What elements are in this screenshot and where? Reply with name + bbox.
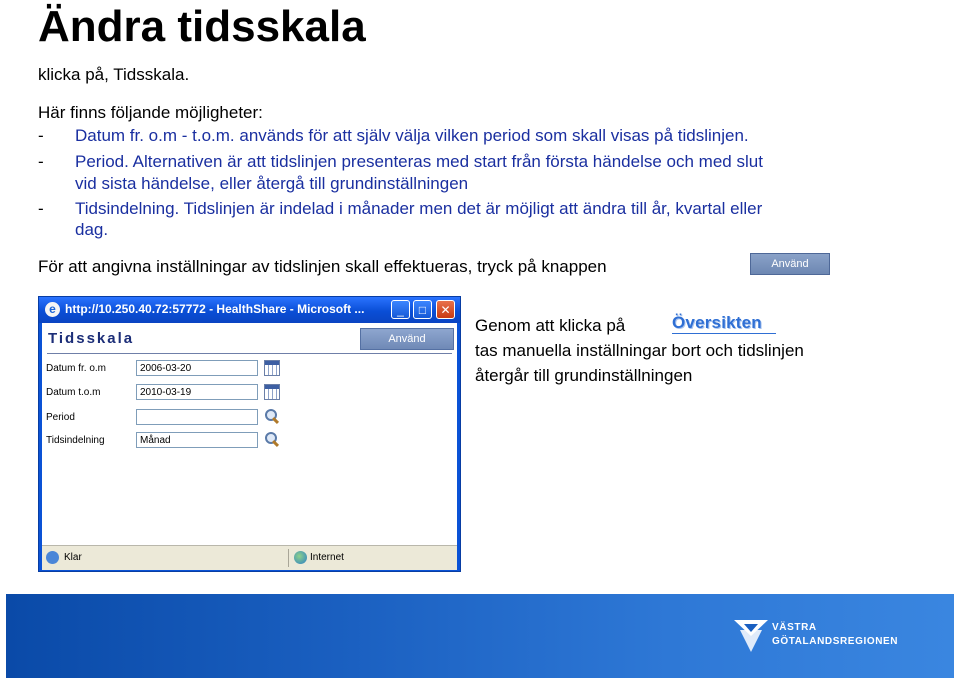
oversikten-underline: [672, 333, 776, 334]
tidsskala-panel-title: Tidsskala: [48, 330, 135, 347]
browser-window-screenshot: [38, 296, 461, 572]
status-text: Klar: [64, 552, 82, 563]
search-icon[interactable]: [265, 432, 279, 446]
window-titlebar: [39, 297, 460, 323]
footer-logo-line1: VÄSTRA: [772, 622, 817, 633]
browser-content: [42, 323, 457, 545]
tidsindelning-label: Tidsindelning: [46, 435, 105, 446]
footer-logo-line2: GÖTALANDSREGIONEN: [772, 636, 899, 647]
datum-from-label: Datum fr. o.m: [46, 363, 107, 374]
datum-to-label: Datum t.o.m: [46, 387, 101, 398]
side-note-line3: återgår till grundinställningen: [475, 366, 693, 385]
search-icon[interactable]: [265, 409, 279, 423]
bullet-dash: -: [38, 199, 44, 218]
bullet-datum-text: Datum fr. o.m - t.o.m. används för att själv välja vilken period som skall visas på tidslinjen.: [75, 126, 749, 145]
bullet-period-text-line1: Period. Alternativen är att tidslinjen presenteras med start från första händelse och med slut: [75, 152, 763, 171]
internet-zone-icon: [294, 551, 307, 564]
status-bar: [42, 545, 457, 570]
calendar-icon[interactable]: [264, 360, 280, 376]
side-note-line2: tas manuella inställningar bort och tidslinjen: [475, 341, 804, 360]
oversikten-link[interactable]: Översikten: [672, 313, 762, 332]
maximize-button[interactable]: □: [413, 300, 432, 319]
window-title: http://10.250.40.72:57772 - HealthShare - Microsoft ...: [65, 302, 365, 316]
page-title: Ändra tidsskala: [38, 2, 366, 51]
divider: [47, 353, 452, 354]
options-heading: Här finns följande möjligheter:: [38, 103, 263, 122]
period-field[interactable]: [136, 409, 258, 425]
anvand-button[interactable]: Använd: [360, 328, 454, 350]
tidsindelning-field[interactable]: Månad: [136, 432, 258, 448]
calendar-icon[interactable]: [264, 384, 280, 400]
internet-explorer-icon: e: [45, 302, 60, 317]
vgr-logo-icon: [734, 620, 768, 652]
side-note-line1: Genom att klicka på: [475, 316, 626, 335]
status-separator: [288, 549, 289, 567]
apply-instruction: För att angivna inställningar av tidslinjen skall effektueras, tryck på knappen: [38, 257, 607, 276]
period-label: Period: [46, 412, 75, 423]
bullet-tidsindelning-text-line1: Tidsindelning. Tidslinjen är indelad i månader men det är möjligt att ändra till år, kvartal eller: [75, 199, 763, 218]
page-icon: [46, 551, 59, 564]
bullet-dash: -: [38, 152, 44, 171]
bullet-tidsindelning-text-line2: dag.: [75, 220, 109, 239]
zone-text: Internet: [310, 552, 344, 563]
datum-to-field[interactable]: 2010-03-19: [136, 384, 258, 400]
datum-from-field[interactable]: 2006-03-20: [136, 360, 258, 376]
intro-text: klicka på, Tidsskala.: [38, 65, 190, 84]
minimize-button[interactable]: _: [391, 300, 410, 319]
close-button[interactable]: ✕: [436, 300, 455, 319]
apply-button-illustration: Använd: [750, 253, 830, 275]
bullet-dash: -: [38, 126, 44, 145]
bullet-period-text-line2: vid sista händelse, eller återgå till grundinställningen: [75, 174, 469, 193]
